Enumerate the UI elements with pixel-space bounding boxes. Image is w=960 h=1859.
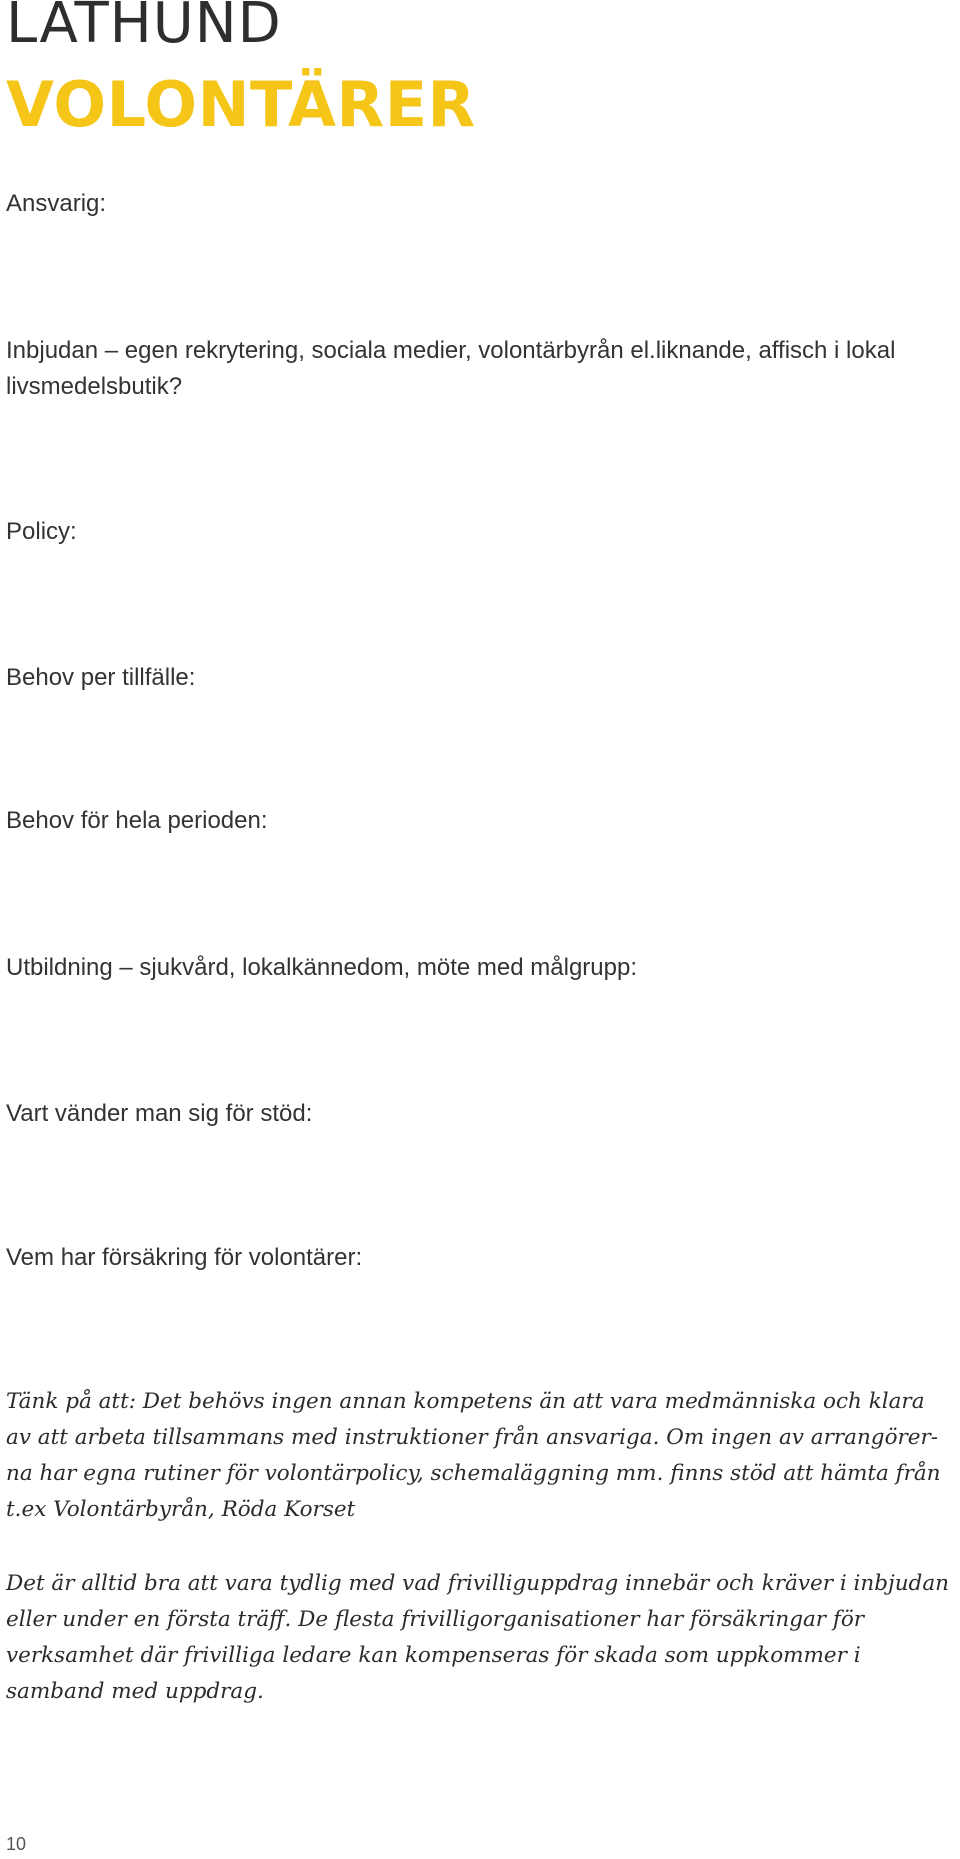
page-number: 10 <box>6 1834 27 1854</box>
tip-paragraph <box>6 1384 954 1528</box>
tip-lead: Tänk på att: <box>6 1389 136 1414</box>
tip-body: Det behövs ingen annan kompetens än att vara medmänniska och klara av att arbeta tillsammans med instruktioner från ansvariga. Om ingen av arrangörerna har egna rutiner för volontärpolicy, schemaläggning mm. finns stöd att hämta från t.ex Volontärbyrån, Röda Korset <box>6 1389 941 1522</box>
field-utbildning: Utbildning – sjukvård, lokalkännedom, möte med målgrupp: <box>6 954 637 981</box>
field-vart-stod: Vart vänder man sig för stöd: <box>6 1100 313 1127</box>
field-behov-per-tillfalle: Behov per tillfälle: <box>6 664 196 691</box>
field-ansvarig: Ansvarig: <box>6 190 107 217</box>
info-paragraph: Det är alltid bra att vara tydlig med vad frivilliguppdrag innebär och kräver i inbjudan eller under en första träff. De flesta frivilligorganisationer har försäkringar för verksamhet där frivilliga ledare kan kompenseras för skada som uppkommer i samband med uppdrag. <box>6 1571 949 1704</box>
field-policy: Policy: <box>6 518 77 545</box>
title-lathund: LATHUND <box>6 0 282 56</box>
field-inbjudan: Inbjudan – egen rekrytering, sociala medier, volontärbyrån el.liknande, affisch i lokal livsmedelsbutik? <box>6 337 896 400</box>
field-forsakring: Vem har försäkring för volontärer: <box>6 1244 363 1271</box>
title-volontarer: VOLONTÄRER <box>6 68 476 141</box>
field-behov-hela-perioden: Behov för hela perioden: <box>6 807 268 834</box>
